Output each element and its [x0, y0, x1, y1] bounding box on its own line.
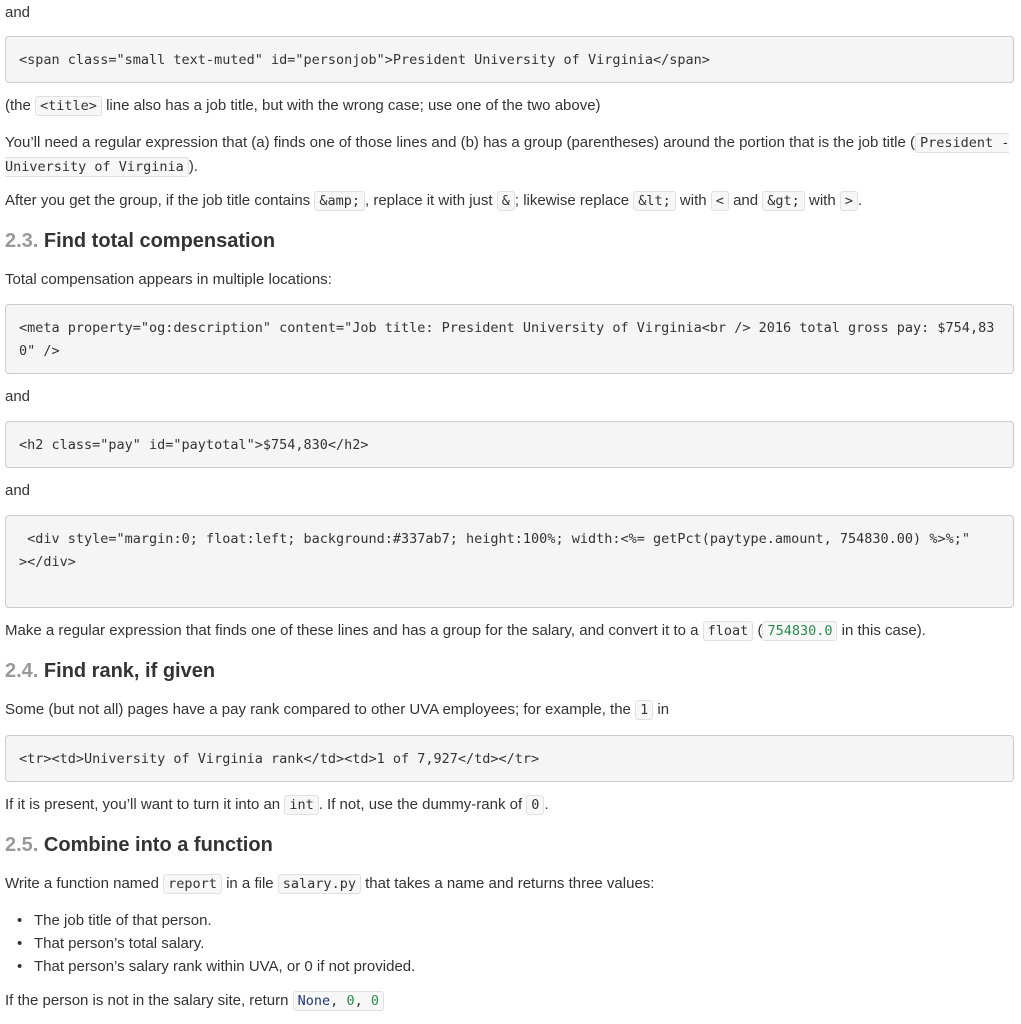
section-heading-2-3: [5, 229, 1014, 253]
text: If the person is not in the salary site, return: [5, 992, 293, 1009]
section-heading-2-5: [5, 833, 1014, 857]
text: You’ll need a regular expression that (a) finds one of those lines and (b) has a group (parentheses) around the portion that is the job title (: [5, 134, 916, 151]
paragraph-int: [5, 794, 1014, 817]
text: Make a regular expression that finds one of these lines and has a group for the salary, and convert it to a: [5, 622, 703, 639]
inline-code-ampersand: &: [497, 191, 515, 211]
text: .: [544, 796, 549, 813]
text-and-2: and: [5, 388, 31, 405]
text-and-3: and: [5, 482, 31, 499]
inline-code-salary-py: salary.py: [278, 874, 361, 894]
code-block-personjob: <span class="small text-muted" id="personjob">President University of Virginia</span>: [5, 36, 1014, 83]
text: in a file: [221, 875, 278, 892]
paragraph-total-comp: Total compensation appears in multiple locations:: [5, 271, 332, 288]
text: , replace it with just: [365, 192, 497, 209]
number-literal: 0: [370, 993, 379, 1009]
separator: ,: [354, 993, 371, 1009]
list-item: • The job title of that person.: [34, 909, 1014, 932]
code-block-meta: <meta property="og:description" content="Job title: President University of Virginia<br /> 2016 total gross pay: $754,830" />: [5, 304, 1014, 374]
separator: ,: [330, 993, 347, 1009]
inline-code-amp-entity: &amp;: [314, 191, 365, 211]
inline-code-zero: 0: [526, 795, 544, 815]
text: in: [653, 701, 670, 718]
text: Some (but not all) pages have a pay rank compared to other UVA employees; for example, the: [5, 701, 636, 718]
paragraph-write-function: [5, 873, 1014, 896]
section-number: 2.3.: [5, 230, 39, 252]
paragraph-return: [5, 990, 1014, 1013]
text: with: [675, 192, 711, 209]
code-block-rank: <tr><td>University of Virginia rank</td><td>1 of 7,927</td></tr>: [5, 735, 1014, 782]
text-and-1: and: [5, 4, 31, 21]
inline-code-lt-entity: &lt;: [633, 191, 676, 211]
inline-code-greater-than: >: [840, 191, 858, 211]
text: After you get the group, if the job title contains: [5, 192, 315, 209]
number-literal: 0: [346, 993, 355, 1009]
number-literal: 754830.0: [767, 623, 833, 639]
paragraph-rank: [5, 699, 1014, 722]
keyword-none: None: [297, 993, 331, 1009]
list-item: • That person’s salary rank within UVA, or 0 if not provided.: [34, 955, 1014, 978]
paragraph-replace-entities: [5, 190, 1014, 213]
text: (: [753, 622, 763, 639]
text: . If not, use the dummy-rank of: [318, 796, 527, 813]
text: that takes a name and returns three values:: [360, 875, 655, 892]
text: If it is present, you’ll want to turn it into an: [5, 796, 285, 813]
text: and: [728, 192, 763, 209]
inline-code-gt-entity: &gt;: [762, 191, 805, 211]
inline-code-less-than: <: [711, 191, 729, 211]
text: line also has a job title, but with the wrong case; use one of the two above): [101, 97, 601, 114]
section-title: Find rank, if given: [43, 660, 216, 682]
section-heading-2-4: [5, 659, 1014, 683]
text: in this case).: [837, 622, 926, 639]
list-item: • That person’s total salary.: [34, 932, 1014, 955]
text: Write a function named: [5, 875, 164, 892]
inline-code-int: int: [284, 795, 318, 815]
paragraph-make-regex: [5, 620, 1014, 643]
section-title: Find total compensation: [43, 230, 276, 252]
inline-code-title-tag: <title>: [35, 96, 102, 116]
section-title: Combine into a function: [43, 834, 273, 856]
inline-code-report: report: [163, 874, 222, 894]
code-block-h2: <h2 class="pay" id="paytotal">$754,830</h2>: [5, 421, 1014, 468]
text: (the: [5, 97, 36, 114]
section-number: 2.5.: [5, 834, 39, 856]
inline-code-job-title: President - University of Virginia: [5, 135, 1010, 175]
bullet-list: [5, 909, 1014, 978]
section-number: 2.4.: [5, 660, 39, 682]
text: .: [857, 192, 863, 209]
inline-code-salary-value: [762, 621, 837, 641]
text: with: [804, 192, 840, 209]
text: ; likewise replace: [514, 192, 634, 209]
text: ).: [188, 158, 198, 175]
inline-code-return-values: [293, 991, 384, 1011]
paragraph-regex-need: [5, 131, 1014, 179]
paragraph-title-note: [5, 95, 1014, 118]
code-block-div: <div style="margin:0; float:left; background:#337ab7; height:100%; width:<%= getPct(paytype.amount, 754830.00) %>%;" ></div>: [5, 515, 1014, 608]
inline-code-rank-one: 1: [635, 700, 653, 720]
inline-code-float: float: [703, 621, 754, 641]
